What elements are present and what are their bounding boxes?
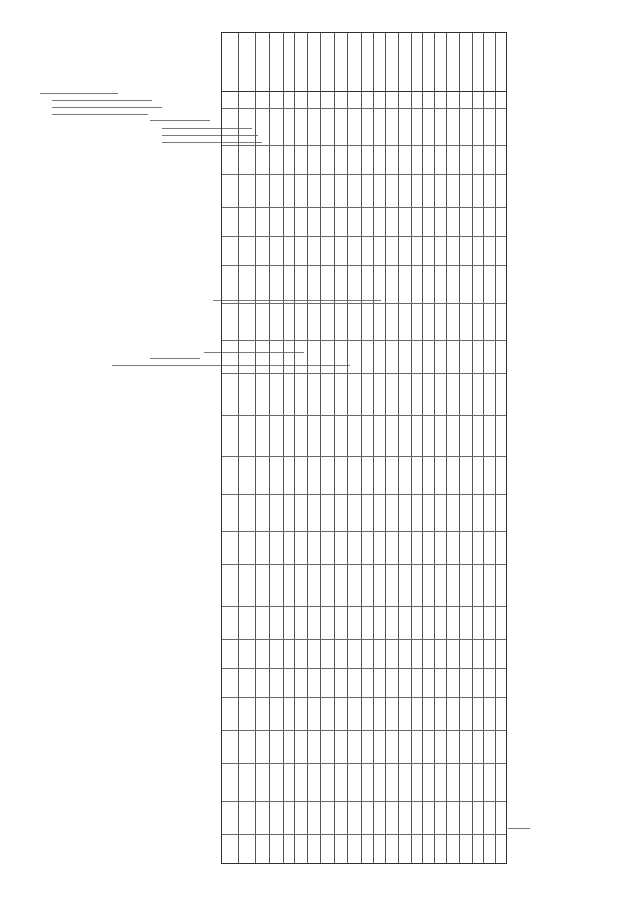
- row-rule-23: [222, 834, 506, 835]
- row-rule-4: [222, 174, 506, 175]
- column-rule-2: [255, 33, 256, 863]
- column-rule-5: [294, 33, 295, 863]
- column-rule-3: [269, 33, 270, 863]
- row-rule-8: [222, 303, 506, 304]
- column-rule-21: [495, 33, 496, 863]
- row-rule-1: [222, 91, 506, 92]
- row-rule-22: [222, 801, 506, 802]
- column-rule-10: [361, 33, 362, 863]
- row-rule-21: [222, 763, 506, 764]
- row-rule-15: [222, 564, 506, 565]
- column-rule-8: [334, 33, 335, 863]
- column-rule-13: [398, 33, 399, 863]
- column-rule-16: [434, 33, 435, 863]
- row-rule-18: [222, 668, 506, 669]
- row-rule-10: [222, 373, 506, 374]
- column-rule-1: [238, 33, 239, 863]
- row-rule-16: [222, 606, 506, 607]
- column-rule-20: [483, 33, 484, 863]
- column-rule-15: [422, 33, 423, 863]
- row-rule-2: [222, 108, 506, 109]
- row-rule-3: [222, 145, 506, 146]
- column-rule-4: [283, 33, 284, 863]
- row-rule-5: [222, 207, 506, 208]
- row-rule-12: [222, 456, 506, 457]
- column-rule-14: [411, 33, 412, 863]
- row-rule-6: [222, 236, 506, 237]
- report-table: [221, 32, 507, 864]
- row-rule-7: [222, 265, 506, 266]
- row-rule-19: [222, 697, 506, 698]
- row-rule-20: [222, 730, 506, 731]
- column-rule-7: [320, 33, 321, 863]
- row-rule-14: [222, 531, 506, 532]
- row-rule-17: [222, 639, 506, 640]
- column-rule-18: [459, 33, 460, 863]
- row-rule-11: [222, 415, 506, 416]
- column-rule-19: [472, 33, 473, 863]
- column-rule-9: [347, 33, 348, 863]
- row-rule-13: [222, 494, 506, 495]
- column-rule-12: [385, 33, 386, 863]
- column-rule-6: [307, 33, 308, 863]
- column-rule-11: [373, 33, 374, 863]
- row-rule-9: [222, 340, 506, 341]
- column-rule-17: [446, 33, 447, 863]
